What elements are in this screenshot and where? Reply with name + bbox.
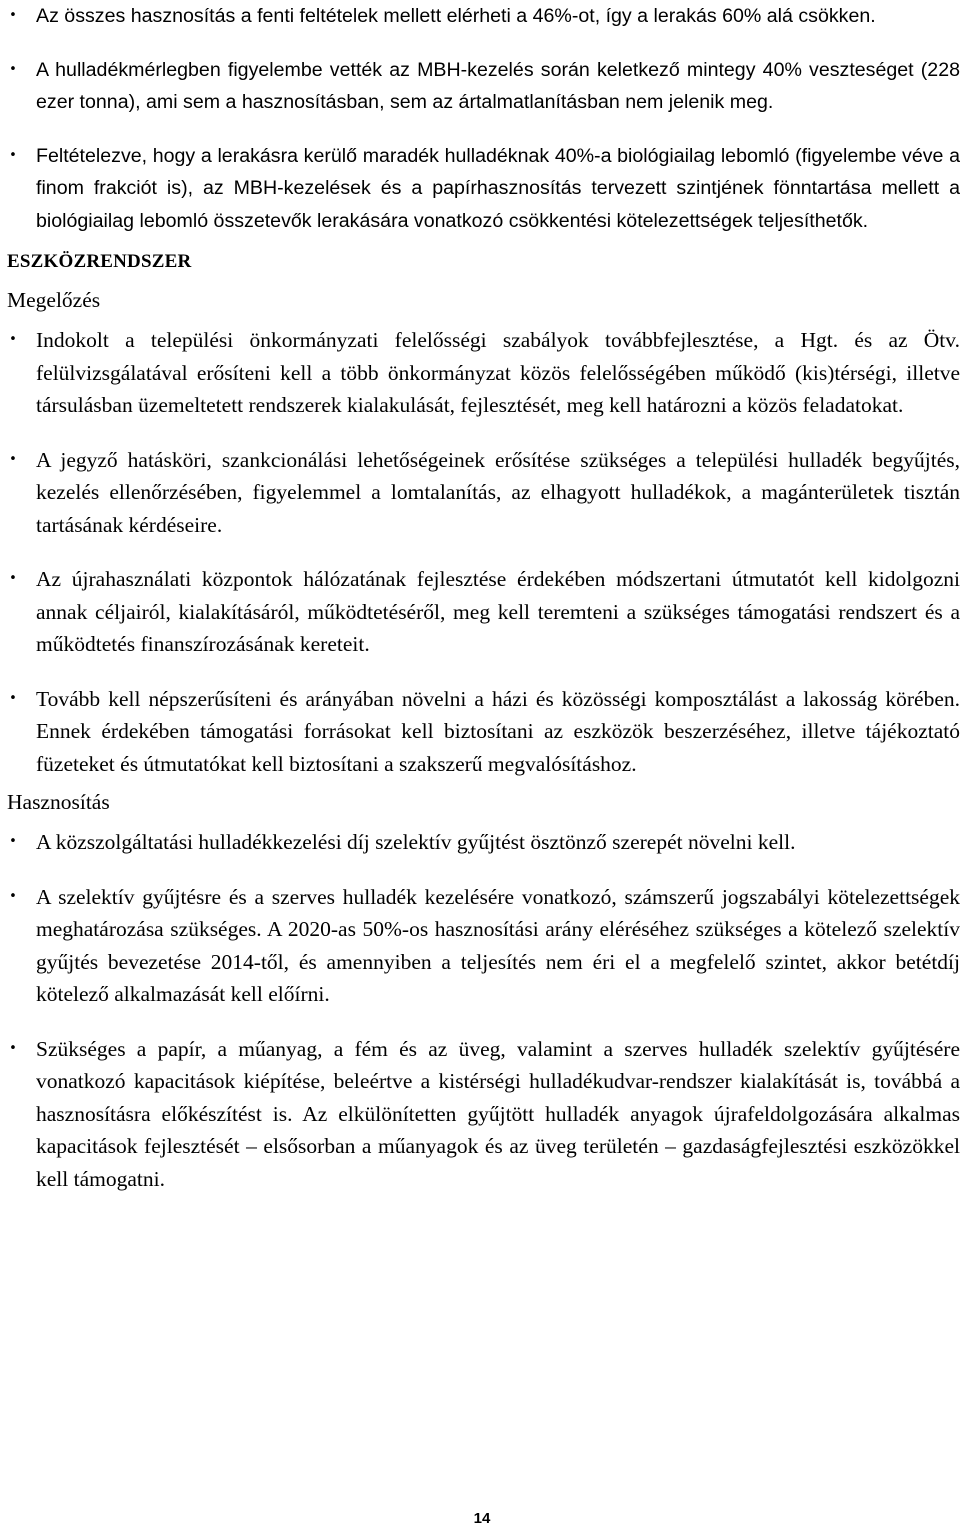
list-item: [7, 683, 960, 781]
subsection-title-megelozes: Megelőzés: [7, 288, 101, 312]
list-item: [7, 1033, 960, 1196]
list-item: [7, 324, 960, 422]
bullet-icon: •: [9, 332, 17, 347]
list-item: [7, 0, 960, 33]
list-item: [7, 881, 960, 1011]
bullet-text: A szelektív gyűjtésre és a szerves hulladék kezelésére vonatkozó, számszerű jogszabályi kötelezettségek meghatározása szükséges. A 2020-as 50%-os hasznosítási arány eléréséhez szükséges a kötelező szelektív gyűjtés bevezetése 2014-től, és amennyiben a teljesítés nem éri el a megfelelő szintet, akkor betétdíj kötelező alkalmazását kell előírni.: [36, 884, 960, 1006]
list-item: [7, 140, 960, 238]
page-footer: [0, 1509, 960, 1529]
bullet-icon: •: [9, 834, 17, 849]
page-number: 14: [473, 1510, 491, 1527]
bullet-icon: •: [9, 147, 17, 163]
megelozes-bullet-list: [7, 324, 960, 780]
hasznositas-bullet-list: [7, 826, 960, 1195]
bullet-text: Szükséges a papír, a műanyag, a fém és az üveg, valamint a szerves hulladék szelektív gyűjtésére vonatkozó kapacitások kiépítése, beleértve a kistérségi hulladékudvar-rendszer kialakítását is, továbbá a hasznosításra előkészítést is. Az elkülönítetten gyűjtött hulladék anyagok újrafeldolgozására alkalmas kapacitások fejlesztését – elsősorban a műanyagok és az üveg területén – gazdaságfejlesztési eszközökkel kell támogatni.: [36, 1036, 960, 1191]
bullet-text: A közszolgáltatási hulladékkezelési díj szelektív gyűjtést ösztönző szerepét növelni kell.: [36, 830, 796, 854]
list-item: [7, 54, 960, 119]
bullet-text: Feltételezve, hogy a lerakásra kerülő maradék hulladéknak 40%-a biológiailag lebomló (figyelembe véve a finom frakciót is), az MBH-kezelések és a papírhasznosítás tervezett szintjének fönntartása mellett a biológiailag lebomló összetevők lerakására vonatkozó csökkentési kötelezettségek teljesíthetők.: [36, 144, 960, 232]
bullet-icon: •: [9, 571, 17, 586]
subsection-title-hasznositas: Hasznosítás: [7, 790, 110, 814]
document-page: [7, 0, 960, 1195]
bullet-text: A hulladékmérlegben figyelembe vették az MBH-kezelés során keletkező mintegy 40% veszteséget (228 ezer tonna), ami sem a hasznosításban, sem az ártalmatlanításban nem jelenik meg.: [36, 58, 960, 113]
bullet-text: Az összes hasznosítás a fenti feltételek mellett elérheti a 46%-ot, így a lerakás 60% alá csökken.: [36, 5, 876, 27]
bullet-icon: •: [9, 888, 17, 904]
list-item: [7, 563, 960, 661]
intro-bullet-list: [7, 0, 960, 237]
bullet-text: Indokolt a települési önkormányzati felelősségi szabályok továbbfejlesztése, a Hgt. és az Ötv. felülvizsgálatával erősíteni kell a több önkormányzat közös felelősségében működő (kis)térségi, illetve társulásban üzemeltetett rendszerek kialakulását, fejlesztését, meg kell határozni a közös feladatokat.: [36, 328, 960, 417]
bullet-icon: •: [9, 8, 17, 23]
bullet-icon: •: [9, 690, 17, 706]
list-item: [7, 826, 960, 859]
bullet-text: Az újrahasználati központok hálózatának fejlesztése érdekében módszertani útmutatót kell kidolgozni annak céljairól, kialakításáról, működtetéséről, meg kell teremteni a szükséges támogatási rendszert és a működtetés finanszírozásának kereteit.: [36, 567, 960, 656]
bullet-icon: •: [9, 61, 17, 77]
bullet-text: Tovább kell népszerűsíteni és arányában növelni a házi és közösségi komposztálást a lakosság körében. Ennek érdekében támogatási forrásokat kell biztosítani az eszközök beszerzéséhez, illetve tájékoztató füzeteket és útmutatókat kell biztosítani a szakszerű megvalósításhoz.: [36, 686, 960, 776]
section-heading: ESZKÖZRENDSZER: [7, 251, 192, 272]
bullet-icon: •: [9, 451, 17, 467]
bullet-icon: •: [9, 1040, 17, 1056]
bullet-text: A jegyző hatásköri, szankcionálási lehetőségeinek erősítése szükséges a települési hulladék begyűjtés, kezelés ellenőrzésében, figyelemmel a lomtalanítás, az elhagyott hulladékok, a magánterületek tisztán tartásának kérdéseire.: [36, 447, 960, 537]
list-item: [7, 444, 960, 542]
